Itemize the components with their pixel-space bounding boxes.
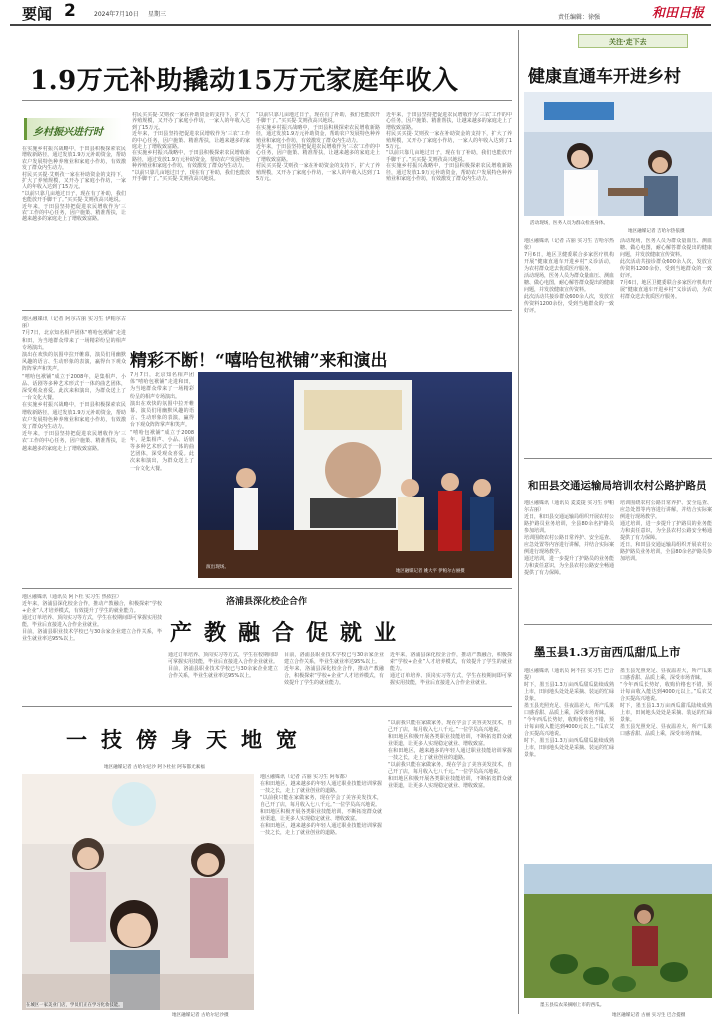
health-photo [524,92,712,216]
header-rule [10,24,711,26]
road-col-1: 地区融媒讯（通讯员 麦麦提 实习生 伊帕尔古丽） 近日，和田县交通运输局组织开展农村公路护路员业务培训，全县80余名护路员参加培训。 培训围绕农村公路日常养护、安全巡查、应急处置等内容进行讲解，并结合实际案例进行现场教学。 通过培训，进一步提升了护路员的业务能力和责任意识，为全县农村公路安全畅通提供了有力保障。 [524,500,614,576]
skill-caption: 在城区一家美业门店，学员们正在学习化妆技能。 [26,1003,123,1008]
health-credit: 地区融媒记者 吉哈尔热依摄 [628,229,685,234]
lead-col-2: 村民买买提·艾则孜一家在补助资金的支持下，扩大了养殖规模，又开办了家庭小作坊，一家人的年收入达到了15万元。 近年来，于田县坚持把促进农民增收作为‘三农’工作的中心任务，因户施策、精准帮扶，让越来越多的家庭走上了增收致富路。 在实施乡村振兴战略中，于田县积极探索农民增收新路径，通过发放1.9万元补助资金，帮助农户发展特色种养殖业和家庭小作坊，有效激发了群众内生动力。 “以前只靠几亩地过日子，现在有了补助，我们也能放开手脚干了。”买买提·艾则孜高兴地说。 [132,112,250,183]
lead-headline: 1.9万元补助撬动15万元家庭年收入 [30,66,459,96]
page-number: 2 [64,1,76,21]
road-headline: 和田县交通运输局培训农村公路护路员 [528,480,707,492]
issue-date: 2024年7月10日 [94,11,139,18]
edu-kicker: 洛浦县深化校企合作 [226,597,308,607]
skill-byline: 地区融媒记者 古哈尔尼沙 阿卜杜拉 阿布都尤素福 [104,765,205,770]
diver-col-left: 地区融媒讯（记者 阿尔古丽 实习生 伊帕尔古丽） 7月7日，北京知名相声团体“嘻哈包袱铺”走进和田，为当地群众带来了一场精彩纷呈的相声专场演出。 演出在欢快的氛围中拉开帷幕，演员们用幽默风趣的语言、生动形象的表演，赢得台下观众阵阵掌声和笑声。 “嘻哈包袱铺”成立于2008年，是集相声、小品、话剧等多种艺术形式于一体的曲艺团体，深受观众喜爱。此次来和演出，为群众送上了一台文化大餐。 在实施乡村振兴战略中，于田县积极探索农民增收新路径，通过发放1.9万元补助资金，帮助农户发展特色种养殖业和家庭小作坊，有效激发了群众内生动力。 近年来，于田县坚持把促进农民增收作为‘三农’工作的中心任务，因户施策、精准帮扶，让越来越多的家庭走上了增收致富路。 [22,316,126,452]
melon-col-2: 墨玉县光照充足、昼夜温差大，所产瓜果口感香甜、品质上乘，深受市场青睐。 “今年西瓜长势好，收购价格也不错，预计每亩收入能达到4000元以上。”瓜农艾合买提高兴地说。 时下，墨玉县1.3万亩西瓜甜瓜陆续成熟上市，田间地头处处是采摘、装运的忙碌景象。 墨玉县光照充足、昼夜温差大，所产瓜果口感香甜、品质上乘，深受市场青睐。 [620,668,712,737]
newspaper-logo: 和田日报 [652,6,705,21]
lead-col-4: 近年来，于田县坚持把促进农民增收作为‘三农’工作的中心任务，因户施策、精准帮扶，让越来越多的家庭走上了增收致富路。 村民买买提·艾则孜一家在补助资金的支持下，扩大了养殖规模，又开办了家庭小作坊，一家人的年收入达到了15万元。 “以前只靠几亩地过日子，现在有了补助，我们也能放开手脚干了。”买买提·艾则孜高兴地说。 在实施乡村振兴战略中，于田县积极探索农民增收新路径，通过发放1.9万元补助资金，帮助农户发展特色种养殖业和家庭小作坊，有效激发了群众内生动力。 [386,112,512,183]
skill-photo-credit: 地区融媒记者 古哈尔尼沙摄 [172,1013,229,1018]
skill-col-2: “以前我只能在家做家务，现在学会了美容美发技术，自己开了店，每月收入七八千元。”一位学员高兴地说。 和田地区积极开展各类职业技能培训，不断拓宽群众就业渠道，让更多人实现稳定就业、增收致富。 在和田地区，越来越多的年轻人通过职业技能培训掌握一技之长，走上了就业创业的道路。 “以前我只能在家做家务，现在学会了美容美发技术，自己开了店，每月收入七八千元。”一位学员高兴地说。 和田地区积极开展各类职业技能培训，不断拓宽群众就业渠道，让更多人实现稳定就业、增收致富。 [388,720,512,789]
skill-col-1: 地区融媒讯（记者 古丽 实习生 阿布都） 在和田地区，越来越多的年轻人通过职业技能培训掌握一技之长，走上了就业创业的道路。 “以前我只能在家做家务，现在学会了美容美发技术，自己开了店，每月收入七八千元。”一位学员高兴地说。 和田地区积极开展各类职业技能培训，不断拓宽群众就业渠道，让更多人实现稳定就业、增收致富。 在和田地区，越来越多的年轻人通过职业技能培训掌握一技之长，走上了就业创业的道路。 [260,774,382,836]
lead-bottom-rule [22,310,512,311]
health-col-2: 活动现场，医务人员为群众量血压、测血糖、做心电图，耐心解答群众提出的健康问题，并发放健康宣传资料。 此次活动共接诊群众600余人次，发放宣传资料1200余份，受到当地群众的一致好评。 7月6日，地区卫健委联合多家医疗机构开展“健康直通车开进乡村”义诊活动，为农村群众送去优质医疗服务。 [620,238,712,300]
health-headline: 健康直通车开进乡村 [528,67,681,87]
issue-weekday: 星期三 [148,11,167,18]
melon-headline: 墨玉县1.3万亩西瓜甜瓜上市 [534,645,681,659]
road-col-2: 培训围绕农村公路日常养护、安全巡查、应急处置等内容进行讲解，并结合实际案例进行现场教学。 通过培训，进一步提升了护路员的业务能力和责任意识，为全县农村公路安全畅通提供了有力保障。 近日，和田县交通运输局组织开展农村公路护路员业务培训，全县80余名护路员参加培训。 [620,500,712,562]
diver-headline: 精彩不断！“嘻哈包袱铺”来和演出 [130,351,388,371]
melon-caption: 墨玉县瓜农采摘刚上市的西瓜。 [540,1003,605,1008]
health-banner: 关注·走下去 [578,34,688,48]
editor-credit: 责任编辑：徐强 [558,14,601,21]
diver-caption: 演出现场。 [206,565,229,570]
diver-col-text: 7月7日，北京知名相声团体“嘻哈包袱铺”走进和田，为当地群众带来了一场精彩纷呈的相声专场演出。 演出在欢快的氛围中拉开帷幕，演员们用幽默风趣的语言、生动形象的表演，赢得台下观众阵阵掌声和笑声。 “嘻哈包袱铺”成立于2008年，是集相声、小品、话剧等多种艺术形式于一体的曲艺团体，深受观众喜爱。此次来和演出，为群众送上了一台文化大餐。 [130,372,194,472]
edu-col-2: 通过订单培养、顶岗实习等方式，学生在校期间即可掌握实用技能，毕业后直接进入合作企业就业。 目前，洛浦县职业技术学校已与30余家企业建立合作关系，毕业生就业率达95%以上。 [168,652,278,679]
health-bottom-rule [524,458,712,459]
section-name: 要闻 [22,5,53,23]
edu-col-1: 地区融媒讯（通讯员 阿卜杜 实习生 热依拉） 近年来，洛浦县深化校企合作，推动产教融合，积极探索“学校+企业”人才培养模式，有效提升了学生的就业能力。 通过订单培养、顶岗实习等方式，学生在校期间即可掌握实用技能，毕业后直接进入合作企业就业。 目前，洛浦县职业技术学校已与30余家企业建立合作关系，毕业生就业率达95%以上。 [22,594,162,642]
road-bottom-rule [524,624,712,625]
edu-bottom-rule [22,706,512,707]
diver-bottom-rule [22,588,512,589]
skill-photo [22,774,254,1010]
health-col-1: 地区融媒讯（记者 古丽 实习生 吉哈尔热依） 7月6日，地区卫健委联合多家医疗机构开展“健康直通车开进乡村”义诊活动，为农村群众送去优质医疗服务。 活动现场，医务人员为群众量血压、测血糖、做心电图，耐心解答群众提出的健康问题，并发放健康宣传资料。 此次活动共接诊群众600余人次，发放宣传资料1200余份，受到当地群众的一致好评。 [524,238,614,314]
edu-headline: 产教融合促就业 [170,620,409,646]
diver-credit: 地区融媒记者 姚大平 伊帕尔古丽摄 [396,569,465,574]
edu-col-4: 近年来，洛浦县深化校企合作，推动产教融合，积极探索“学校+企业”人才培养模式，有效提升了学生的就业能力。 通过订单培养、顶岗实习等方式，学生在校期间即可掌握实用技能，毕业后直接进入合作企业就业。 [390,652,512,686]
edu-col-3: 目前，洛浦县职业技术学校已与30余家企业建立合作关系，毕业生就业率达95%以上。 近年来，洛浦县深化校企合作，推动产教融合，积极探索“学校+企业”人才培养模式，有效提升了学生的就业能力。 [284,652,384,686]
melon-credit: 地区融媒记者 古丽 实习生 巴合提摄 [612,1013,686,1018]
feature-banner: 乡村振兴进行时 [24,118,122,140]
lead-rule [22,100,512,101]
health-caption: 活动现场，医务人员为群众检查身体。 [530,221,609,226]
melon-photo [524,864,712,998]
lead-col-1: 在实施乡村振兴战略中，于田县积极探索农民增收新路径，通过发放1.9万元补助资金，帮助农户发展特色种养殖业和家庭小作坊，有效激发了群众内生动力。 村民买买提·艾则孜一家在补助资金的支持下，扩大了养殖规模，又开办了家庭小作坊，一家人的年收入达到了15万元。 “以前只靠几亩地过日子，现在有了补助，我们也能放开手脚干了。”买买提·艾则孜高兴地说。 近年来，于田县坚持把促进农民增收作为‘三农’工作的中心任务，因户施策、精准帮扶，让越来越多的家庭走上了增收致富路。 [22,146,126,223]
page-header [0,0,721,24]
right-column-divider [518,30,519,1014]
lead-col-3: “以前只靠几亩地过日子，现在有了补助，我们也能放开手脚干了。”买买提·艾则孜高兴地说。 在实施乡村振兴战略中，于田县积极探索农民增收新路径，通过发放1.9万元补助资金，帮助农户发展特色种养殖业和家庭小作坊，有效激发了群众内生动力。 近年来，于田县坚持把促进农民增收作为‘三农’工作的中心任务，因户施策、精准帮扶，让越来越多的家庭走上了增收致富路。 村民买买提·艾则孜一家在补助资金的支持下，扩大了养殖规模，又开办了家庭小作坊，一家人的年收入达到了15万元。 [256,112,380,183]
melon-col-1: 地区融媒讯（通讯员 阿不拉 实习生 巴合提） 时下，墨玉县1.3万亩西瓜甜瓜陆续成熟上市，田间地头处处是采摘、装运的忙碌景象。 墨玉县光照充足、昼夜温差大，所产瓜果口感香甜、品质上乘，深受市场青睐。 “今年西瓜长势好，收购价格也不错，预计每亩收入能达到4000元以上。”瓜农艾合买提高兴地说。 时下，墨玉县1.3万亩西瓜甜瓜陆续成熟上市，田间地头处处是采摘、装运的忙碌景象。 [524,668,614,758]
diver-photo [198,372,512,578]
skill-headline: 一技傍身天地宽 [66,727,311,752]
